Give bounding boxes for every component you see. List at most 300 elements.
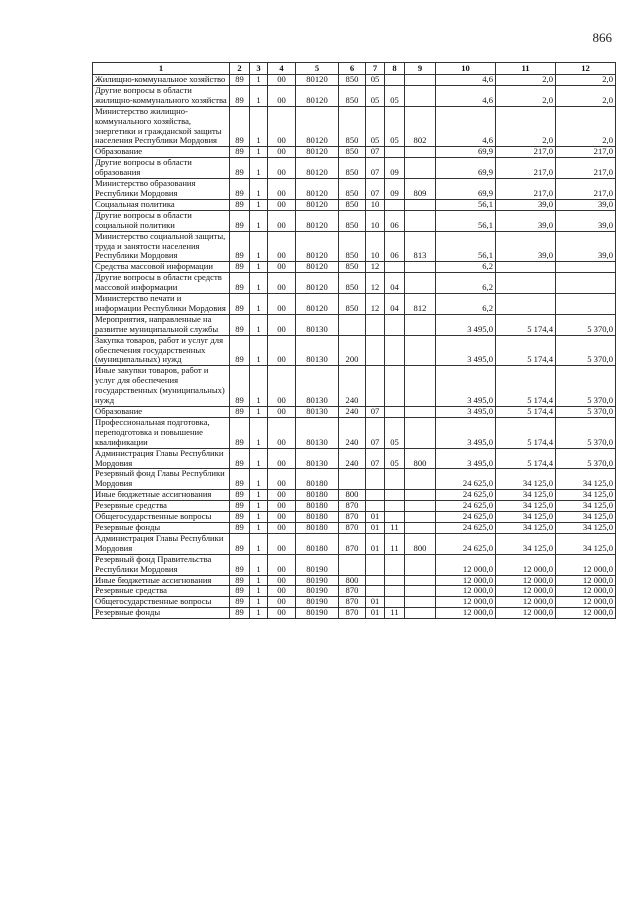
code-col6-cell: 850 xyxy=(339,273,366,294)
row-name-cell: Образование xyxy=(93,407,230,418)
code-col3-cell: 1 xyxy=(250,448,268,469)
code-col5-cell: 80180 xyxy=(296,522,339,533)
code-col4-cell: 00 xyxy=(268,335,296,366)
table-row xyxy=(93,335,616,366)
code-col6-cell: 870 xyxy=(339,533,366,554)
code-col4-cell: 00 xyxy=(268,533,296,554)
code-col3-cell: 1 xyxy=(250,522,268,533)
code-col9-cell xyxy=(405,554,436,575)
code-col6-cell: 240 xyxy=(339,448,366,469)
code-col3-cell: 1 xyxy=(250,608,268,619)
code-col2-cell: 89 xyxy=(230,512,250,523)
row-name-cell: Резервные средства xyxy=(93,501,230,512)
code-col8-cell: 06 xyxy=(385,210,405,231)
column-header-7: 7 xyxy=(366,63,385,75)
code-col2-cell: 89 xyxy=(230,501,250,512)
code-col4-cell: 00 xyxy=(268,417,296,448)
code-col2-cell: 89 xyxy=(230,597,250,608)
amount-col11-cell xyxy=(496,294,556,315)
code-col7-cell: 05 xyxy=(366,85,385,106)
code-col9-cell: 813 xyxy=(405,231,436,262)
amount-col10-cell: 6,2 xyxy=(436,273,496,294)
code-col9-cell: 809 xyxy=(405,179,436,200)
amount-col12-cell: 39,0 xyxy=(556,199,616,210)
code-col4-cell: 00 xyxy=(268,490,296,501)
row-name-cell: Резервные средства xyxy=(93,586,230,597)
amount-col11-cell xyxy=(496,262,556,273)
code-col3-cell: 1 xyxy=(250,294,268,315)
code-col6-cell: 240 xyxy=(339,417,366,448)
code-col7-cell xyxy=(366,490,385,501)
amount-col10-cell: 12 000,0 xyxy=(436,597,496,608)
code-col5-cell: 80120 xyxy=(296,85,339,106)
code-col6-cell: 850 xyxy=(339,106,366,147)
code-col9-cell: 812 xyxy=(405,294,436,315)
code-col4-cell: 00 xyxy=(268,469,296,490)
table-row xyxy=(93,501,616,512)
code-col3-cell: 1 xyxy=(250,273,268,294)
code-col3-cell: 1 xyxy=(250,210,268,231)
code-col7-cell: 10 xyxy=(366,231,385,262)
amount-col10-cell: 24 625,0 xyxy=(436,490,496,501)
amount-col11-cell: 2,0 xyxy=(496,75,556,86)
code-col4-cell: 00 xyxy=(268,85,296,106)
code-col7-cell: 10 xyxy=(366,199,385,210)
code-col9-cell xyxy=(405,147,436,158)
code-col7-cell: 05 xyxy=(366,106,385,147)
amount-col12-cell: 5 370,0 xyxy=(556,407,616,418)
code-col5-cell: 80120 xyxy=(296,273,339,294)
code-col2-cell: 89 xyxy=(230,199,250,210)
code-col8-cell: 04 xyxy=(385,294,405,315)
code-col7-cell xyxy=(366,575,385,586)
amount-col12-cell: 12 000,0 xyxy=(556,586,616,597)
amount-col10-cell: 3 495,0 xyxy=(436,366,496,407)
code-col4-cell: 00 xyxy=(268,554,296,575)
amount-col11-cell: 34 125,0 xyxy=(496,533,556,554)
code-col2-cell: 89 xyxy=(230,85,250,106)
amount-col10-cell: 12 000,0 xyxy=(436,586,496,597)
table-row xyxy=(93,179,616,200)
code-col9-cell xyxy=(405,575,436,586)
row-name-cell: Министерство жилищно-коммунального хозяйства, энергетики и гражданской защиты населения Республики Мордовия xyxy=(93,106,230,147)
amount-col11-cell: 217,0 xyxy=(496,147,556,158)
amount-col10-cell: 12 000,0 xyxy=(436,575,496,586)
amount-col12-cell: 34 125,0 xyxy=(556,512,616,523)
row-name-cell: Образование xyxy=(93,147,230,158)
code-col5-cell: 80120 xyxy=(296,231,339,262)
code-col2-cell: 89 xyxy=(230,490,250,501)
code-col9-cell xyxy=(405,417,436,448)
table-row xyxy=(93,417,616,448)
amount-col11-cell: 5 174,4 xyxy=(496,335,556,366)
amount-col11-cell: 12 000,0 xyxy=(496,575,556,586)
row-name-cell: Резервные фонды xyxy=(93,522,230,533)
column-header-9: 9 xyxy=(405,63,436,75)
code-col4-cell: 00 xyxy=(268,501,296,512)
code-col2-cell: 89 xyxy=(230,417,250,448)
amount-col12-cell: 2,0 xyxy=(556,75,616,86)
code-col3-cell: 1 xyxy=(250,147,268,158)
amount-col11-cell: 5 174,4 xyxy=(496,314,556,335)
amount-col12-cell xyxy=(556,273,616,294)
code-col7-cell: 07 xyxy=(366,448,385,469)
code-col8-cell xyxy=(385,586,405,597)
code-col2-cell: 89 xyxy=(230,158,250,179)
amount-col12-cell xyxy=(556,262,616,273)
table-row xyxy=(93,608,616,619)
code-col5-cell: 80120 xyxy=(296,75,339,86)
code-col9-cell xyxy=(405,586,436,597)
code-col5-cell: 80120 xyxy=(296,147,339,158)
code-col5-cell: 80190 xyxy=(296,597,339,608)
amount-col10-cell: 69,9 xyxy=(436,158,496,179)
code-col2-cell: 89 xyxy=(230,575,250,586)
code-col3-cell: 1 xyxy=(250,158,268,179)
code-col2-cell: 89 xyxy=(230,554,250,575)
amount-col12-cell: 34 125,0 xyxy=(556,501,616,512)
code-col2-cell: 89 xyxy=(230,407,250,418)
amount-col11-cell: 12 000,0 xyxy=(496,586,556,597)
column-header-2: 2 xyxy=(230,63,250,75)
code-col3-cell: 1 xyxy=(250,85,268,106)
column-header-5: 5 xyxy=(296,63,339,75)
amount-col11-cell: 2,0 xyxy=(496,85,556,106)
row-name-cell: Закупка товаров, работ и услуг для обеспечения государственных (муниципальных) нужд xyxy=(93,335,230,366)
code-col6-cell: 870 xyxy=(339,608,366,619)
amount-col12-cell: 5 370,0 xyxy=(556,366,616,407)
table-row xyxy=(93,158,616,179)
amount-col10-cell: 4,6 xyxy=(436,75,496,86)
code-col4-cell: 00 xyxy=(268,366,296,407)
amount-col11-cell: 39,0 xyxy=(496,231,556,262)
code-col7-cell: 12 xyxy=(366,294,385,315)
row-name-cell: Иные бюджетные ассигнования xyxy=(93,575,230,586)
amount-col10-cell: 4,6 xyxy=(436,106,496,147)
code-col7-cell: 07 xyxy=(366,179,385,200)
amount-col10-cell: 24 625,0 xyxy=(436,512,496,523)
amount-col11-cell: 34 125,0 xyxy=(496,490,556,501)
code-col2-cell: 89 xyxy=(230,262,250,273)
code-col4-cell: 00 xyxy=(268,273,296,294)
code-col9-cell xyxy=(405,158,436,179)
code-col4-cell: 00 xyxy=(268,210,296,231)
code-col2-cell: 89 xyxy=(230,179,250,200)
code-col6-cell: 850 xyxy=(339,147,366,158)
table-body xyxy=(93,75,616,619)
code-col8-cell: 11 xyxy=(385,533,405,554)
amount-col10-cell: 24 625,0 xyxy=(436,469,496,490)
code-col3-cell: 1 xyxy=(250,366,268,407)
code-col5-cell: 80190 xyxy=(296,608,339,619)
code-col6-cell: 240 xyxy=(339,407,366,418)
code-col7-cell xyxy=(366,314,385,335)
row-name-cell: Резервный фонд Правительства Республики Мордовия xyxy=(93,554,230,575)
code-col2-cell: 89 xyxy=(230,210,250,231)
row-name-cell: Иные закупки товаров, работ и услуг для обеспечения государственных (муниципальных) нужд xyxy=(93,366,230,407)
code-col6-cell: 850 xyxy=(339,262,366,273)
code-col3-cell: 1 xyxy=(250,75,268,86)
code-col9-cell xyxy=(405,199,436,210)
code-col8-cell xyxy=(385,314,405,335)
table-row xyxy=(93,273,616,294)
code-col8-cell xyxy=(385,335,405,366)
code-col8-cell xyxy=(385,366,405,407)
row-name-cell: Общегосударственные вопросы xyxy=(93,597,230,608)
code-col3-cell: 1 xyxy=(250,501,268,512)
code-col5-cell: 80190 xyxy=(296,554,339,575)
code-col8-cell xyxy=(385,597,405,608)
table-row xyxy=(93,597,616,608)
code-col6-cell: 240 xyxy=(339,366,366,407)
code-col4-cell: 00 xyxy=(268,147,296,158)
code-col9-cell xyxy=(405,85,436,106)
code-col4-cell: 00 xyxy=(268,314,296,335)
code-col4-cell: 00 xyxy=(268,294,296,315)
code-col4-cell: 00 xyxy=(268,199,296,210)
code-col4-cell: 00 xyxy=(268,75,296,86)
code-col3-cell: 1 xyxy=(250,407,268,418)
amount-col10-cell: 12 000,0 xyxy=(436,608,496,619)
code-col7-cell: 05 xyxy=(366,75,385,86)
code-col5-cell: 80120 xyxy=(296,294,339,315)
amount-col11-cell: 5 174,4 xyxy=(496,448,556,469)
code-col2-cell: 89 xyxy=(230,335,250,366)
code-col5-cell: 80120 xyxy=(296,262,339,273)
code-col8-cell xyxy=(385,147,405,158)
code-col6-cell: 870 xyxy=(339,501,366,512)
code-col7-cell: 07 xyxy=(366,407,385,418)
code-col6-cell: 870 xyxy=(339,586,366,597)
code-col7-cell: 10 xyxy=(366,210,385,231)
amount-col10-cell: 3 495,0 xyxy=(436,335,496,366)
code-col6-cell: 870 xyxy=(339,512,366,523)
amount-col10-cell: 56,1 xyxy=(436,199,496,210)
code-col6-cell: 800 xyxy=(339,490,366,501)
code-col3-cell: 1 xyxy=(250,335,268,366)
code-col8-cell: 04 xyxy=(385,273,405,294)
amount-col12-cell: 2,0 xyxy=(556,106,616,147)
amount-col10-cell: 3 495,0 xyxy=(436,407,496,418)
amount-col10-cell: 24 625,0 xyxy=(436,533,496,554)
code-col7-cell xyxy=(366,554,385,575)
column-header-1: 1 xyxy=(93,63,230,75)
amount-col12-cell: 5 370,0 xyxy=(556,448,616,469)
code-col5-cell: 80120 xyxy=(296,179,339,200)
amount-col11-cell: 34 125,0 xyxy=(496,512,556,523)
code-col3-cell: 1 xyxy=(250,179,268,200)
code-col3-cell: 1 xyxy=(250,512,268,523)
table-row xyxy=(93,469,616,490)
amount-col12-cell: 217,0 xyxy=(556,158,616,179)
code-col2-cell: 89 xyxy=(230,75,250,86)
amount-col11-cell: 34 125,0 xyxy=(496,501,556,512)
code-col2-cell: 89 xyxy=(230,314,250,335)
amount-col11-cell xyxy=(496,273,556,294)
amount-col11-cell: 12 000,0 xyxy=(496,597,556,608)
code-col4-cell: 00 xyxy=(268,512,296,523)
amount-col12-cell: 39,0 xyxy=(556,210,616,231)
code-col7-cell: 01 xyxy=(366,533,385,554)
code-col6-cell: 200 xyxy=(339,335,366,366)
code-col9-cell: 800 xyxy=(405,533,436,554)
row-name-cell: Мероприятия, направленные на развитие муниципальной службы xyxy=(93,314,230,335)
code-col8-cell: 09 xyxy=(385,158,405,179)
column-header-8: 8 xyxy=(385,63,405,75)
amount-col11-cell: 39,0 xyxy=(496,199,556,210)
code-col6-cell: 800 xyxy=(339,575,366,586)
code-col8-cell: 09 xyxy=(385,179,405,200)
code-col6-cell: 850 xyxy=(339,85,366,106)
code-col5-cell: 80120 xyxy=(296,199,339,210)
code-col2-cell: 89 xyxy=(230,231,250,262)
code-col4-cell: 00 xyxy=(268,586,296,597)
amount-col10-cell: 24 625,0 xyxy=(436,522,496,533)
code-col9-cell xyxy=(405,469,436,490)
code-col8-cell xyxy=(385,490,405,501)
amount-col12-cell: 34 125,0 xyxy=(556,469,616,490)
code-col7-cell xyxy=(366,501,385,512)
code-col9-cell xyxy=(405,262,436,273)
code-col2-cell: 89 xyxy=(230,469,250,490)
table-row xyxy=(93,314,616,335)
table-header xyxy=(93,63,616,75)
table-row xyxy=(93,294,616,315)
row-name-cell: Министерство образования Республики Мордовия xyxy=(93,179,230,200)
code-col6-cell xyxy=(339,554,366,575)
code-col4-cell: 00 xyxy=(268,231,296,262)
code-col4-cell: 00 xyxy=(268,522,296,533)
code-col9-cell xyxy=(405,407,436,418)
column-header-6: 6 xyxy=(339,63,366,75)
amount-col11-cell: 34 125,0 xyxy=(496,469,556,490)
amount-col10-cell: 3 495,0 xyxy=(436,314,496,335)
table-row xyxy=(93,231,616,262)
code-col6-cell: 850 xyxy=(339,210,366,231)
code-col8-cell xyxy=(385,501,405,512)
code-col7-cell: 01 xyxy=(366,512,385,523)
code-col2-cell: 89 xyxy=(230,522,250,533)
code-col7-cell: 01 xyxy=(366,608,385,619)
code-col9-cell xyxy=(405,597,436,608)
code-col7-cell: 01 xyxy=(366,597,385,608)
amount-col12-cell: 34 125,0 xyxy=(556,522,616,533)
code-col5-cell: 80130 xyxy=(296,335,339,366)
code-col8-cell xyxy=(385,407,405,418)
row-name-cell: Администрация Главы Республики Мордовия xyxy=(93,533,230,554)
code-col4-cell: 00 xyxy=(268,597,296,608)
code-col9-cell: 800 xyxy=(405,448,436,469)
code-col5-cell: 80180 xyxy=(296,533,339,554)
code-col3-cell: 1 xyxy=(250,417,268,448)
code-col8-cell: 05 xyxy=(385,417,405,448)
code-col6-cell: 850 xyxy=(339,75,366,86)
amount-col10-cell: 4,6 xyxy=(436,85,496,106)
amount-col10-cell: 12 000,0 xyxy=(436,554,496,575)
table-row xyxy=(93,522,616,533)
amount-col12-cell: 12 000,0 xyxy=(556,597,616,608)
code-col9-cell xyxy=(405,512,436,523)
row-name-cell: Министерство социальной защиты, труда и занятости населения Республики Мордовия xyxy=(93,231,230,262)
code-col5-cell: 80120 xyxy=(296,106,339,147)
amount-col11-cell: 217,0 xyxy=(496,179,556,200)
code-col9-cell xyxy=(405,366,436,407)
amount-col10-cell: 56,1 xyxy=(436,231,496,262)
code-col8-cell xyxy=(385,512,405,523)
table-row xyxy=(93,490,616,501)
code-col6-cell: 850 xyxy=(339,294,366,315)
table-row xyxy=(93,407,616,418)
code-col2-cell: 89 xyxy=(230,147,250,158)
code-col3-cell: 1 xyxy=(250,314,268,335)
page-number: 866 xyxy=(592,30,612,45)
code-col5-cell: 80130 xyxy=(296,407,339,418)
table-row xyxy=(93,75,616,86)
column-header-3: 3 xyxy=(250,63,268,75)
amount-col10-cell: 69,9 xyxy=(436,179,496,200)
amount-col12-cell: 34 125,0 xyxy=(556,490,616,501)
code-col8-cell: 11 xyxy=(385,608,405,619)
code-col8-cell xyxy=(385,75,405,86)
row-name-cell: Другие вопросы в области социальной политики xyxy=(93,210,230,231)
code-col9-cell xyxy=(405,335,436,366)
row-name-cell: Профессиональная подготовка, переподготовка и повышение квалификации xyxy=(93,417,230,448)
code-col9-cell xyxy=(405,273,436,294)
code-col9-cell xyxy=(405,522,436,533)
code-col5-cell: 80130 xyxy=(296,448,339,469)
amount-col10-cell: 3 495,0 xyxy=(436,448,496,469)
code-col2-cell: 89 xyxy=(230,608,250,619)
code-col3-cell: 1 xyxy=(250,469,268,490)
row-name-cell: Иные бюджетные ассигнования xyxy=(93,490,230,501)
code-col7-cell: 07 xyxy=(366,147,385,158)
amount-col11-cell: 39,0 xyxy=(496,210,556,231)
code-col8-cell: 05 xyxy=(385,448,405,469)
amount-col12-cell: 5 370,0 xyxy=(556,335,616,366)
code-col9-cell xyxy=(405,210,436,231)
code-col9-cell xyxy=(405,490,436,501)
amount-col12-cell: 12 000,0 xyxy=(556,554,616,575)
amount-col12-cell: 5 370,0 xyxy=(556,417,616,448)
row-name-cell: Резервный фонд Главы Республики Мордовия xyxy=(93,469,230,490)
amount-col10-cell: 56,1 xyxy=(436,210,496,231)
row-name-cell: Резервные фонды xyxy=(93,608,230,619)
amount-col12-cell: 39,0 xyxy=(556,231,616,262)
code-col6-cell: 850 xyxy=(339,179,366,200)
code-col4-cell: 00 xyxy=(268,106,296,147)
code-col9-cell xyxy=(405,314,436,335)
row-name-cell: Другие вопросы в области жилищно-коммунального хозяйства xyxy=(93,85,230,106)
code-col8-cell xyxy=(385,554,405,575)
column-header-4: 4 xyxy=(268,63,296,75)
code-col5-cell: 80130 xyxy=(296,366,339,407)
table-row xyxy=(93,147,616,158)
code-col2-cell: 89 xyxy=(230,448,250,469)
code-col4-cell: 00 xyxy=(268,262,296,273)
amount-col12-cell: 2,0 xyxy=(556,85,616,106)
code-col2-cell: 89 xyxy=(230,294,250,315)
amount-col10-cell: 24 625,0 xyxy=(436,501,496,512)
amount-col10-cell: 69,9 xyxy=(436,147,496,158)
code-col3-cell: 1 xyxy=(250,199,268,210)
code-col5-cell: 80180 xyxy=(296,469,339,490)
row-name-cell: Администрация Главы Республики Мордовия xyxy=(93,448,230,469)
amount-col11-cell: 12 000,0 xyxy=(496,608,556,619)
table-row xyxy=(93,512,616,523)
code-col9-cell: 802 xyxy=(405,106,436,147)
table-row xyxy=(93,586,616,597)
code-col4-cell: 00 xyxy=(268,448,296,469)
